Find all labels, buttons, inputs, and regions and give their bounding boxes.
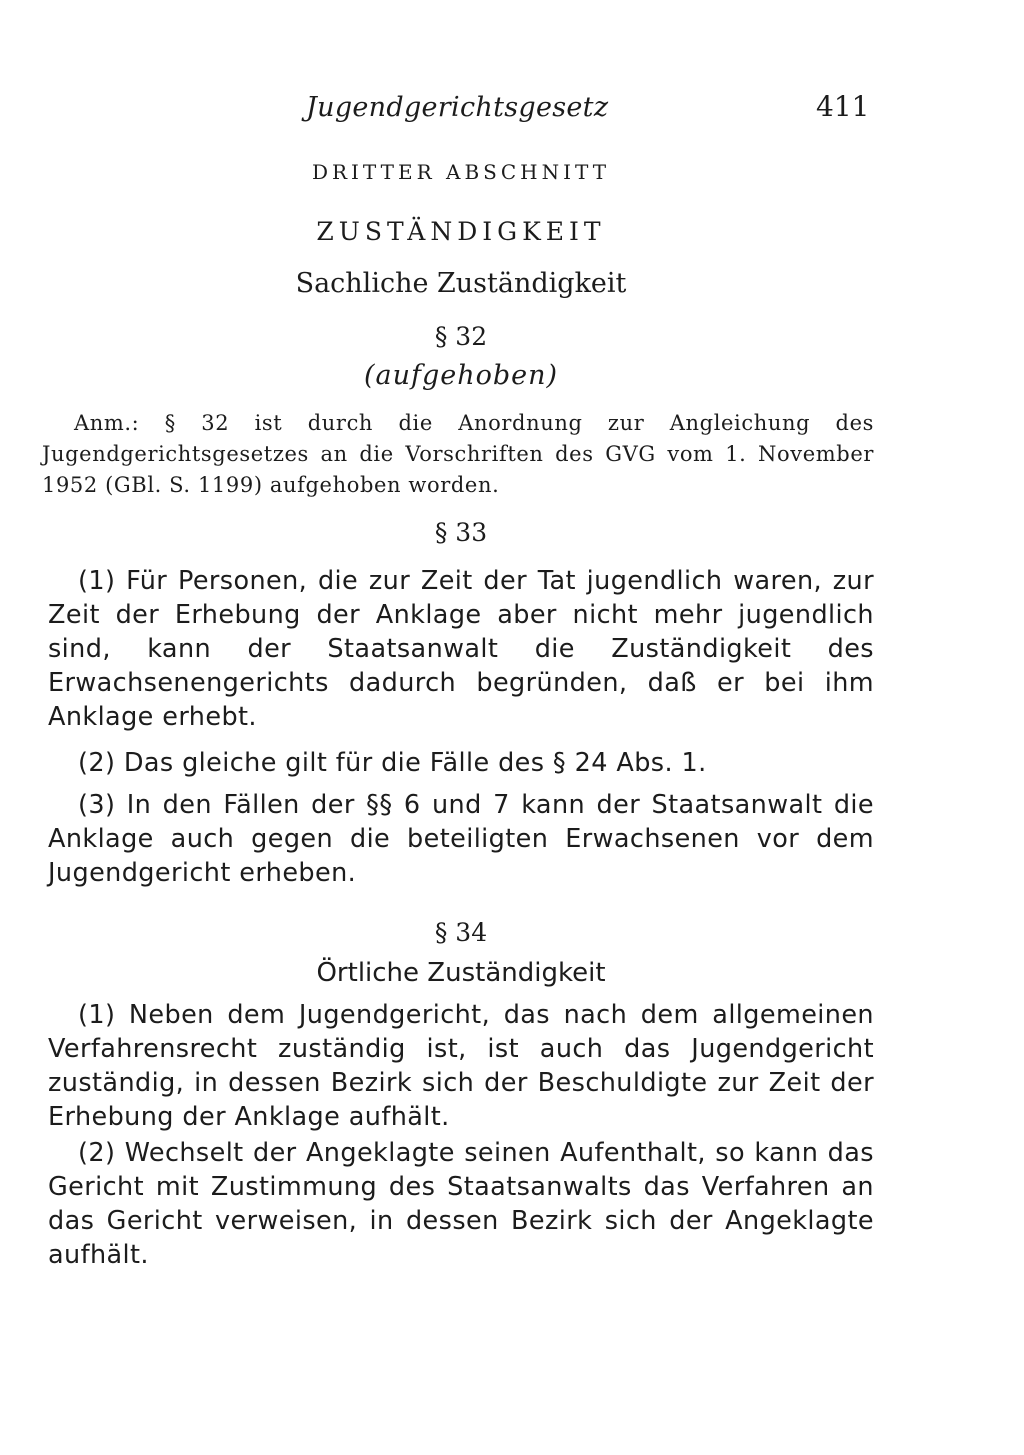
subsection-title: Sachliche Zuständigkeit (295, 268, 627, 299)
repealed-label: (aufgehoben) (363, 360, 559, 391)
clause-33-3: (3) In den Fällen der §§ 6 und 7 kann der Staatsanwalt die Anklage auch gegen die beteiligten Erwachsenen vor dem Jugendgericht erheben. (48, 790, 874, 888)
clause-34-1: (1) Neben dem Jugendgericht, das nach dem allgemeinen Verfahrensrecht zuständig ist, ist auch das Jugendgericht zuständig, in dessen Bezirk sich der Beschuldigte zur Zeit der Erhebung der Anklage aufhält. (48, 1000, 874, 1132)
chapter-title: ZUSTÄNDIGKEIT (316, 217, 606, 246)
running-head-title: Jugendgerichtsgesetz (306, 92, 609, 123)
section-heading: DRITTER ABSCHNITT (311, 160, 611, 184)
page-number: 411 (816, 90, 870, 123)
paragraph-number-34: § 34 (434, 918, 488, 947)
annotation-note: Anm.: § 32 ist durch die Anordnung zur Angleichung des Jugendgerichtsgesetzes an die Vorschriften des GVG vom 1. November 1952 (GBl. S. 1199) aufgehoben worden. (42, 411, 874, 497)
clause-33-2: (2) Das gleiche gilt für die Fälle des § 24 Abs. 1. (78, 748, 707, 778)
paragraph-34-title: Örtliche Zuständigkeit (316, 958, 606, 988)
clause-34-2: (2) Wechselt der Angeklagte seinen Aufenthalt, so kann das Gericht mit Zustimmung des Staatsanwalts das Verfahren an das Gericht verweisen, in dessen Bezirk sich der Angeklagte aufhält. (48, 1138, 874, 1270)
paragraph-number-32: § 32 (434, 322, 488, 351)
clause-33-1: (1) Für Personen, die zur Zeit der Tat jugendlich waren, zur Zeit der Erhebung der Anklage aber nicht mehr jugendlich sind, kann der Staatsanwalt die Zuständigkeit des Erwachsenengerichts dadurch begründen, daß er bei ihm Anklage erhebt. (48, 566, 874, 732)
paragraph-number-33: § 33 (434, 518, 488, 547)
